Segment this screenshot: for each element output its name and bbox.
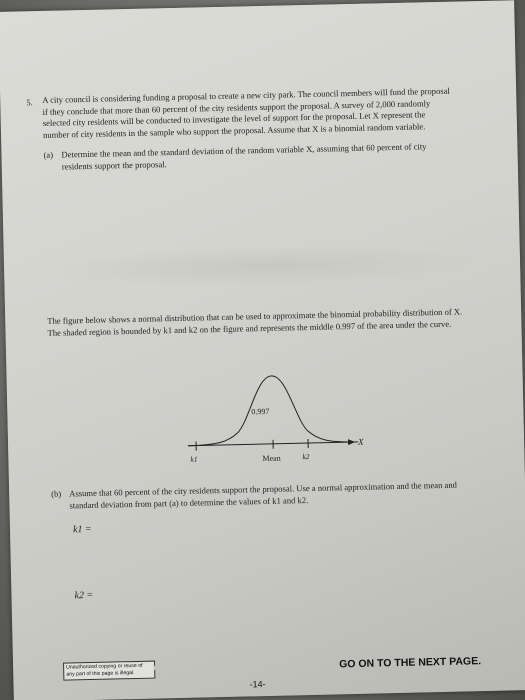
figure-description: The figure below shows a normal distribution that can be used to approximate the binomial probability distribution of X. The shaded region is bounded by k1 and k2 on the figure and represents the middle 0.997 of the area under the curve. xyxy=(47,306,463,338)
question-number: 5. xyxy=(26,97,33,108)
part-a xyxy=(43,141,453,172)
copyright-notice: Unauthorized copying or reuse of any part of this page is illegal. xyxy=(63,661,155,681)
k2-label: k2 xyxy=(302,451,310,462)
k1-answer-line: k1 = xyxy=(72,523,92,536)
x-axis-arrow xyxy=(348,439,355,445)
normal-curve xyxy=(187,374,358,446)
part-a-label: (a) xyxy=(43,149,54,160)
k1-label: k1 xyxy=(190,454,198,464)
page-number: -14- xyxy=(249,679,266,690)
faded-stamp: ■■■ xyxy=(153,662,173,673)
area-label: 0.997 xyxy=(251,406,270,417)
part-a-text: Determine the mean and the standard deviation of the random variable X, assuming that 60 percent of city residents support the proposal. xyxy=(61,141,427,172)
mean-label: Mean xyxy=(262,453,281,464)
k2-answer-line: k2 = xyxy=(74,589,94,602)
go-on-text: GO ON TO THE NEXT PAGE. xyxy=(338,655,482,671)
part-b xyxy=(51,479,481,511)
part-b-text: Assume that 60 percent of the city residents support the proposal. Use a normal approximation and the mean and standard deviation from part (a) to determine the values of k1 and k2. xyxy=(69,479,458,511)
part-b-label: (b) xyxy=(51,488,62,499)
x-axis-label: X xyxy=(357,436,364,447)
question-text: A city council is considering funding a proposal to create a new city park. The council members will fund the proposal if they conclude that more than 60 percent of the city residents support the proposal. A survey of 2,000 randomly selected city residents will be conducted to investigate the level of support for the proposal. Let X represent the number of city residents in the sample who support the proposal. Assume that X is a binomial random variable. xyxy=(42,85,450,140)
normal-distribution-figure xyxy=(176,354,369,473)
erased-smudge xyxy=(44,241,485,291)
